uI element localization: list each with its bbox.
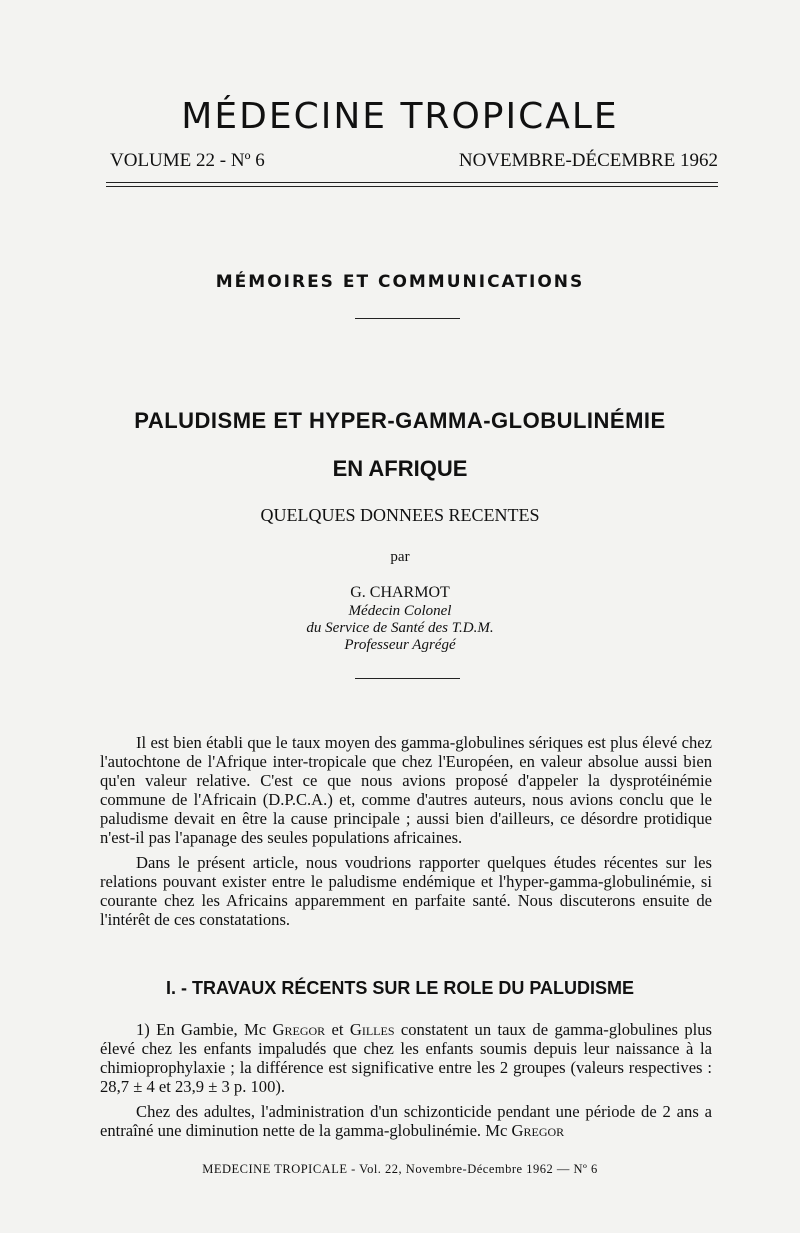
by-line: par [390,549,410,565]
section-title: MÉMOIRES ET COMMUNICATIONS [215,272,585,292]
author-affiliation-1: Médecin Colonel [348,603,452,619]
section-heading-1: I. - TRAVAUX RÉCENTS SUR LE ROLE DU PALUDISME [165,978,635,998]
article-title-line-2: EN AFRIQUE [332,456,468,481]
header-rule-bottom [106,186,718,187]
paragraph-3 [100,1020,712,1096]
paragraph-4 [100,1102,712,1140]
author-name: G. CHARMOT [350,584,450,601]
paragraph-1: Il est bien établi que le taux moyen des gamma-globulines sériques est plus élevé chez l'autochtone de l'Afrique inter-tropicale que chez l'Européen, en valeur absolue aussi bien qu'en valeur relative. C'est ce que nous avions proposé d'appeler la dysprotéinémie commune de l'Africain (D.P.C.A.) et, comme d'autres auteurs, nous avions conclu que le paludisme devait en être la cause principale ; aussi bien d'ailleurs, ce désordre protidique n'est-il pas l'apanage des seules populations africaines. [100,733,712,847]
body-section-1 [100,1020,712,1140]
paragraph-3-part-c: constatent un taux de gamma-globulines plus élevé chez les enfants impaludés que chez les enfants soumis depuis leur naissance à la chimioprophylaxie ; la différence est significative entre les 2 groupes (valeurs respectives : 28,7 ± 4 et 23,9 ± 3 p. 100). [100,1020,712,1096]
issue-date: NOVEMBRE-DÉCEMBRE 1962 [458,150,718,171]
author-affiliation-2: du Service de Santé des T.D.M. [306,620,494,636]
paragraph-3-part-a: 1) En Gambie, Mc [136,1020,273,1039]
paragraph-4-part-a: Chez des adultes, l'administration d'un schizonticide pendant une période de 2 ans a entraîné une diminution nette de la gamma-globulinémie. Mc [100,1102,712,1140]
header-rule-top [106,182,718,183]
paragraph-2: Dans le présent article, nous voudrions rapporter quelques études récentes sur les relations pouvant exister entre le paludisme endémique et l'hyper-gamma-globulinémie, si courante chez les Africains apparemment en parfaite santé. Nous discuterons ensuite de l'intérêt de ces constatations. [100,853,712,929]
journal-title: MÉDECINE TROPICALE [181,96,619,137]
author-affiliation-3: Professeur Agrégé [344,637,456,653]
author-name-gregor: Gregor [272,1020,326,1039]
author-name-gilles: Gilles [349,1020,395,1039]
article-title-line-1: PALUDISME ET HYPER-GAMMA-GLOBULINÉMIE [134,408,666,433]
author-name-gregor-2: Gregor [511,1121,565,1140]
author-divider [355,678,460,679]
page-footer: MEDECINE TROPICALE - Vol. 22, Novembre-Décembre 1962 — Nº 6 [202,1162,598,1176]
paragraph-3-part-b: et [325,1020,350,1039]
article-subtitle: QUELQUES DONNEES RECENTES [260,505,540,525]
volume-number: VOLUME 22 - Nº 6 [110,150,265,171]
body-intro [100,733,712,929]
section-divider [355,318,460,319]
